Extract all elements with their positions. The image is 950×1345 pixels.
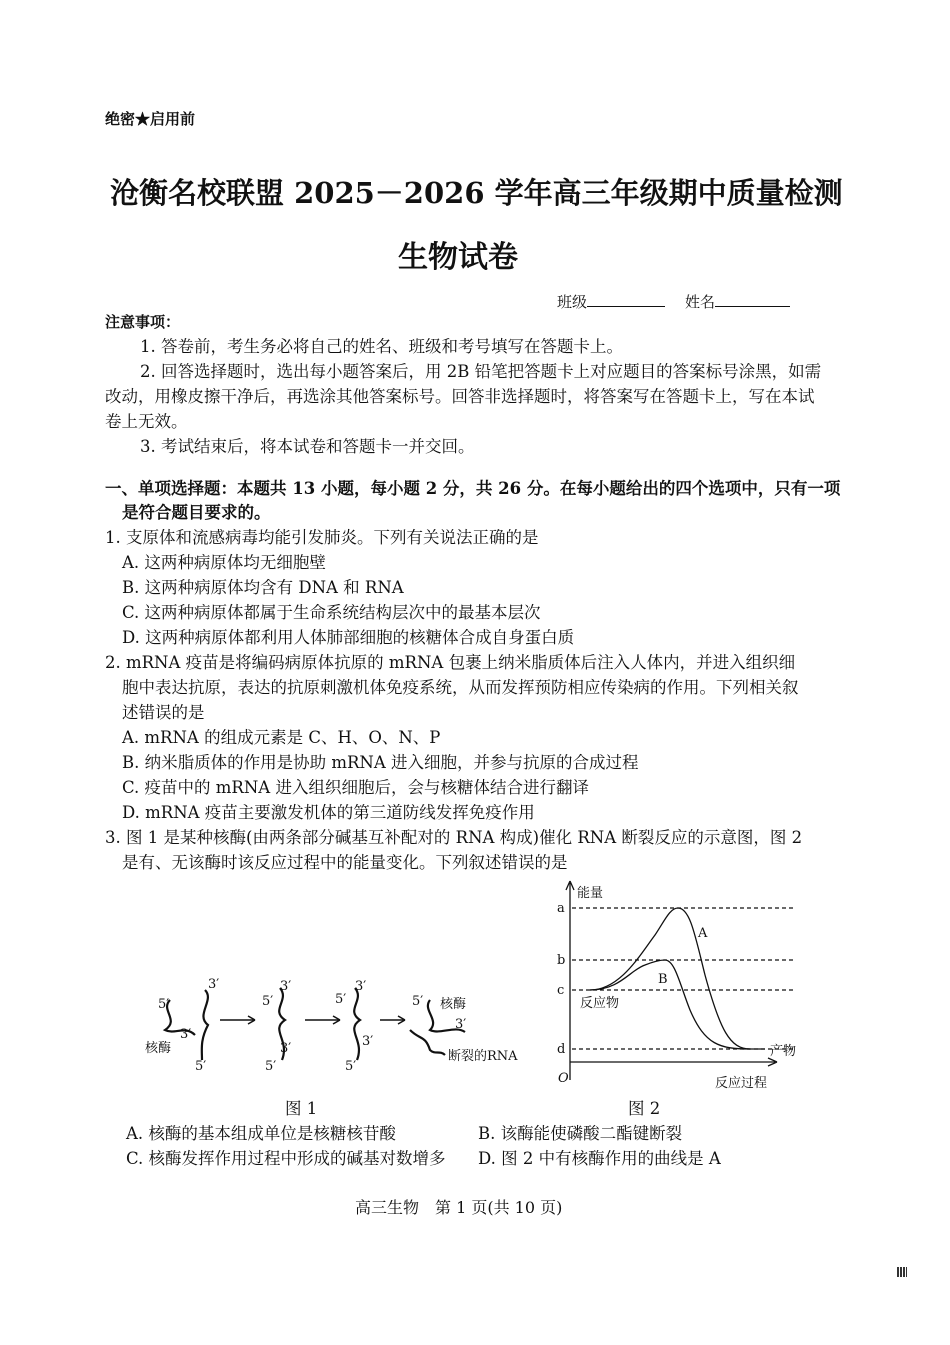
q3-option-d: D. 图 2 中有核酶作用的曲线是 A <box>478 1149 721 1168</box>
q2-stem: 述错误的是 <box>122 703 205 722</box>
figure-1-caption: 图 1 <box>285 1099 318 1118</box>
figure-2-caption: 图 2 <box>628 1099 661 1118</box>
label-5prime: 5′ <box>158 997 170 1012</box>
label-3prime: 3′ <box>455 1017 467 1032</box>
q3-stem: 3. 图 1 是某种核酶(由两条部分碱基互补配对的 RNA 构成)催化 RNA 断裂反应的示意图，图 2 <box>105 828 803 847</box>
label-5prime: 5′ <box>335 992 347 1007</box>
q2-stem: 2. mRNA 疫苗是将编码病原体抗原的 mRNA 包裹上纳米脂质体后注入人体内，并进入组织细 <box>105 653 796 672</box>
label-3prime: 3′ <box>180 1027 192 1042</box>
note-line: 卷上无效。 <box>105 412 188 431</box>
label-5prime: 5′ <box>195 1059 207 1074</box>
name-label: 姓名 <box>685 293 716 311</box>
label-5prime: 5′ <box>345 1059 357 1074</box>
substrate-rna-strand <box>202 990 208 1060</box>
class-label: 班级 <box>557 293 588 311</box>
curve-b-label: B <box>658 972 668 987</box>
label-3prime: 3′ <box>362 1034 374 1049</box>
reactant-label: 反应物 <box>580 996 620 1011</box>
section-heading: 一、单项选择题：本题共 13 小题，每小题 2 分，共 26 分。在每小题给出的四个选项中，只有一项 <box>105 479 841 498</box>
q2-option-b: B. 纳米脂质体的作用是协助 mRNA 进入细胞，并参与抗原的合成过程 <box>122 753 639 772</box>
q3-option-b: B. 该酶能使磷酸二酯键断裂 <box>478 1124 683 1143</box>
q3-option-a: A. 核酶的基本组成单位是核糖核苷酸 <box>126 1124 396 1143</box>
broken-rna-label: 断裂的RNA <box>448 1049 518 1064</box>
label-3prime: 3′ <box>280 1041 292 1056</box>
figure-1-ribozyme-diagram <box>140 970 540 1080</box>
figure-2-energy-chart <box>550 875 810 1095</box>
note-line: 1. 答卷前，考生务必将自己的姓名、班级和考号填写在答题卡上。 <box>140 337 623 356</box>
q3-option-c: C. 核酶发挥作用过程中形成的碱基对数增多 <box>126 1149 446 1168</box>
q3-stem: 是有、无该酶时该反应过程中的能量变化。下列叙述错误的是 <box>122 853 568 872</box>
exam-title: 沧衡名校联盟 2025－2026 学年高三年级期中质量检测 <box>110 176 843 210</box>
curve-a <box>590 908 765 1049</box>
product-label: 产物 <box>770 1044 797 1059</box>
level-d-label: d <box>557 1042 566 1057</box>
y-axis-label: 能量 <box>577 886 604 901</box>
q2-option-c: C. 疫苗中的 mRNA 进入组织细胞后，会与核糖体结合进行翻译 <box>122 778 589 797</box>
label-3prime: 3′ <box>208 977 220 992</box>
label-5prime: 5′ <box>265 1059 277 1074</box>
ribozyme-label: 核酶 <box>145 1041 172 1056</box>
page-footer: 高三生物 第 1 页(共 10 页) <box>355 1198 563 1217</box>
q1-option-c: C. 这两种病原体都属于生命系统结构层次中的最基本层次 <box>122 603 541 622</box>
curve-a-label: A <box>698 926 708 941</box>
q1-option-b: B. 这两种病原体均含有 DNA 和 RNA <box>122 578 404 597</box>
q2-option-a: A. mRNA 的组成元素是 C、H、O、N、P <box>122 728 441 747</box>
ribozyme-label: 核酶 <box>440 997 467 1012</box>
name-field[interactable] <box>685 291 790 313</box>
label-3prime: 3′ <box>280 979 292 994</box>
section-heading-cont: 是符合题目要求的。 <box>122 503 271 522</box>
level-a-label: a <box>557 901 565 916</box>
q1-option-d: D. 这两种病原体都利用人体肺部细胞的核糖体合成自身蛋白质 <box>122 628 575 647</box>
note-line: 3. 考试结束后，将本试卷和答题卡一并交回。 <box>140 437 475 456</box>
q2-stem: 胞中表达抗原，表达的抗原刺激机体免疫系统，从而发挥预防相应传染病的作用。下列相关叙 <box>122 678 799 697</box>
class-field[interactable] <box>557 291 665 313</box>
confidential-label: 绝密★启用前 <box>105 110 196 128</box>
origin-label: O <box>558 1071 569 1086</box>
complex-strand <box>354 988 360 1060</box>
q2-option-d: D. mRNA 疫苗主要激发机体的第三道防线发挥免疫作用 <box>122 803 535 822</box>
label-5prime: 5′ <box>412 994 424 1009</box>
level-c-label: c <box>557 983 565 998</box>
q1-option-a: A. 这两种病原体均无细胞壁 <box>122 553 326 572</box>
qr-code-icon <box>897 1267 907 1277</box>
subject-title: 生物试卷 <box>398 240 518 275</box>
level-b-label: b <box>557 953 566 968</box>
notes-heading: 注意事项： <box>105 313 181 331</box>
label-5prime: 5′ <box>262 994 274 1009</box>
cleaved-rna <box>410 1030 445 1055</box>
label-3prime: 3′ <box>355 979 367 994</box>
note-line: 2. 回答选择题时，选出每小题答案后，用 2B 铅笔把答题卡上对应题目的答案标号涂黑，如需 <box>140 362 822 381</box>
x-axis-label: 反应过程 <box>715 1076 768 1091</box>
note-line: 改动，用橡皮擦干净后，再选涂其他答案标号。回答非选择题时，将答案写在答题卡上，写在本试 <box>105 387 815 406</box>
q1-stem: 1. 支原体和流感病毒均能引发肺炎。下列有关说法正确的是 <box>105 528 539 547</box>
